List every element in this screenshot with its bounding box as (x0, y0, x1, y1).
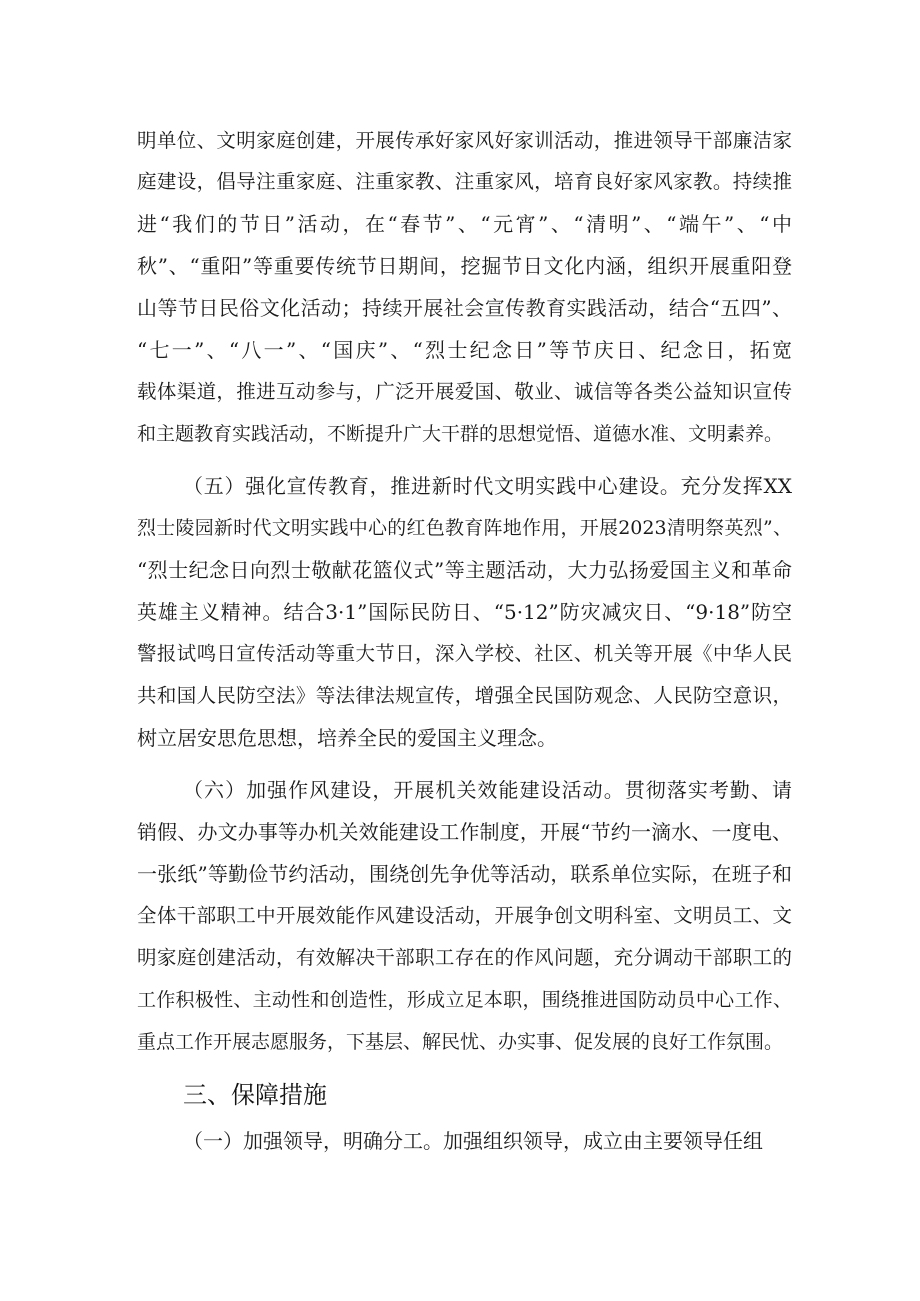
body-text-line: 工作积极性、主动性和创造性，形成立足本职，围绕推进国防动员中心工作、 (137, 989, 792, 1011)
body-text-line: 重点工作开展志愿服务，下基层、解民忧、办实事、促发展的良好工作氛围。 (137, 1031, 784, 1053)
paragraph-one-title-line: （一）加强领导，明确分工。加强组织领导，成立由主要领导任组 (183, 1129, 763, 1153)
paragraph-six-title-line: （六）加强作风建设，开展机关效能建设活动。贯彻落实考勤、请 (183, 778, 792, 802)
body-text-line: 明家庭创建活动，有效解决干部职工存在的作风问题，充分调动干部职工的 (137, 946, 792, 969)
body-text-line: “七一”、“八一”、“国庆”、“烈士纪念日”等节庆日、纪念日，拓宽 (137, 338, 792, 362)
body-text-line: 销假、办文办事等办机关效能建设工作制度，开展“节约一滴水、一度电、 (137, 820, 792, 844)
body-text-line: 全体干部职工中开展效能作风建设活动，开展争创文明科室、文明员工、文 (137, 904, 792, 927)
body-text-line: 一张纸”等勤俭节约活动，围绕创先争优等活动，联系单位实际，在班子和 (137, 862, 792, 886)
body-text-line: 山等节日民俗文化活动；持续开展社会宣传教育实践活动，结合“五四”、 (137, 296, 792, 320)
body-text-line: 庭建设，倡导注重家庭、注重家教、注重家风，培育良好家风家教。持续推 (137, 170, 792, 193)
body-text-line: 载体渠道，推进互动参与，广泛开展爱国、敬业、诚信等各类公益知识宣传 (137, 380, 792, 403)
body-text-line: 树立居安思危思想，培养全民的爱国主义理念。 (137, 726, 557, 750)
body-text-line: 进“我们的节日”活动，在“春节”、“元宵”、“清明”、“端午”、“中 (137, 212, 792, 236)
section-heading: 三、保障措施 (183, 1081, 327, 1109)
paragraph-five-title-line: （五）强化宣传教育，推进新时代文明实践中心建设。充分发挥XX (183, 474, 792, 498)
body-text-line: 秋”、“重阳”等重要传统节日期间，挖掘节日文化内涵，组织开展重阳登 (137, 254, 792, 278)
body-text-line: 警报试鸣日宣传活动等重大节日，深入学校、社区、机关等开展《中华人民 (137, 642, 792, 665)
body-text-line: 英雄主义精神。结合3·1”国际民防日、“5·12”防灾减灾日、“9·18”防空 (137, 600, 792, 624)
body-text-line: “烈士纪念日向烈士敬献花篮仪式”等主题活动，大力弘扬爱国主义和革命 (137, 558, 792, 582)
body-text-line: 和主题教育实践活动，不断提升广大干群的思想觉悟、道德水准、文明素养。 (137, 423, 784, 445)
body-text-line: 明单位、文明家庭创建，开展传承好家风好家训活动，推进领导干部廉洁家 (137, 129, 792, 152)
body-text-line: 烈士陵园新时代文明实践中心的红色教育阵地作用，开展2023清明祭英烈”、 (137, 517, 792, 539)
body-text-line: 共和国人民防空法》等法律法规宣传，增强全民国防观念、人民防空意识， (137, 684, 792, 707)
